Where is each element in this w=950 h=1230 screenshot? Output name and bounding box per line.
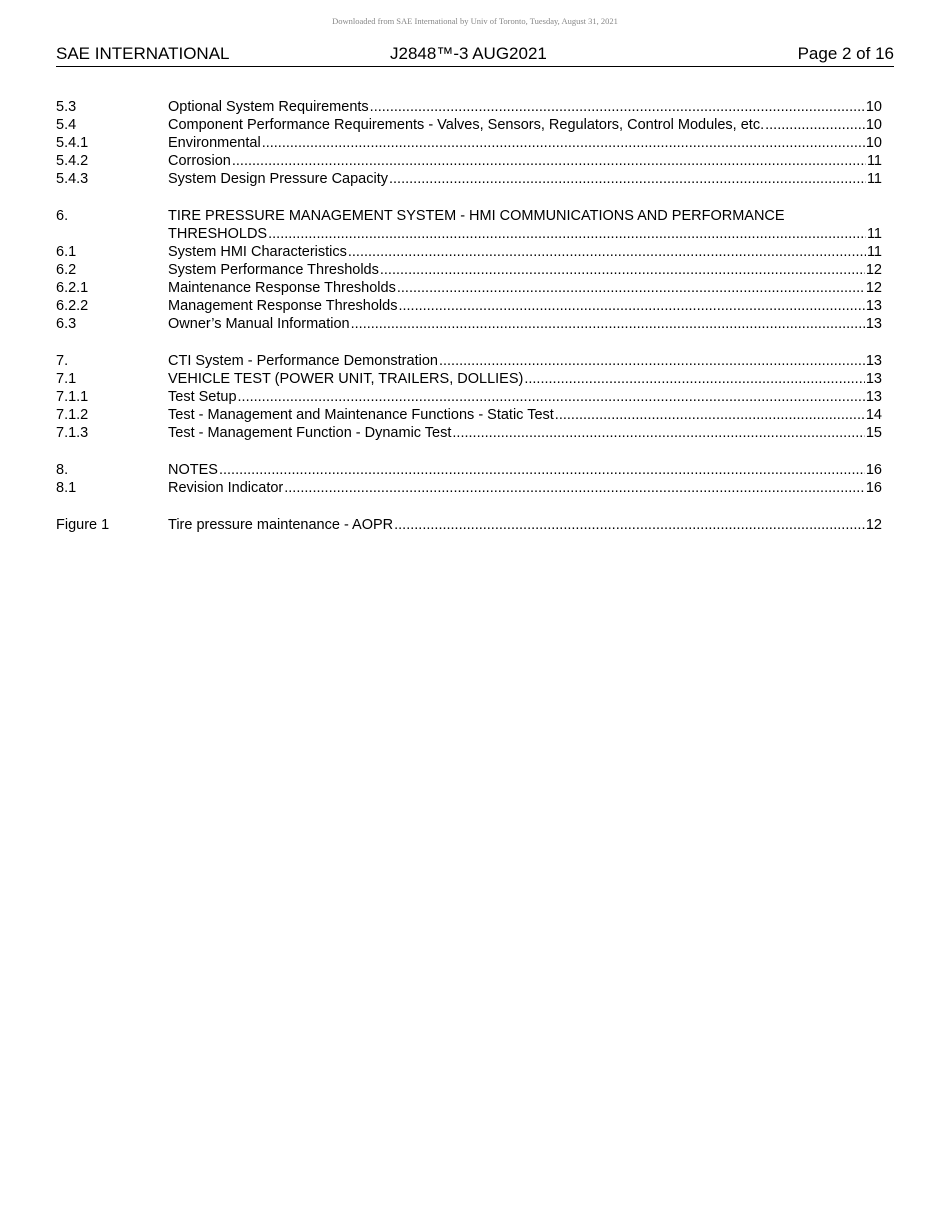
toc-entry-5-3[interactable] bbox=[56, 98, 882, 116]
toc-entry-7-1-2[interactable] bbox=[56, 406, 882, 424]
toc-entry-title: Test - Management and Maintenance Functions - Static Test bbox=[168, 407, 554, 423]
toc-entry-page: 14 bbox=[865, 407, 882, 423]
toc-entry-6-2-2[interactable] bbox=[56, 297, 882, 315]
dot-leader bbox=[262, 134, 865, 152]
toc-entry-title: Maintenance Response Thresholds bbox=[168, 280, 396, 296]
toc-entry-8[interactable] bbox=[56, 461, 882, 479]
section-gap bbox=[56, 333, 882, 352]
dot-leader bbox=[452, 424, 864, 442]
toc-entry-page: 13 bbox=[865, 316, 882, 332]
dot-leader bbox=[765, 116, 865, 134]
toc-entry-5-4-2[interactable] bbox=[56, 152, 882, 170]
dot-leader bbox=[555, 406, 865, 424]
toc-entry-number: 5.3 bbox=[56, 99, 77, 115]
toc-entry-title: Tire pressure maintenance - AOPR bbox=[168, 517, 394, 533]
toc-entry-title: Revision Indicator bbox=[168, 480, 284, 496]
toc-entry-page: 16 bbox=[865, 462, 882, 478]
dot-leader bbox=[238, 388, 865, 406]
dot-leader bbox=[219, 461, 865, 479]
toc-entry-title: Environmental bbox=[168, 135, 261, 151]
toc-entry-number: 7. bbox=[56, 353, 69, 369]
section-gap bbox=[56, 442, 882, 461]
toc-entry-title: System HMI Characteristics bbox=[168, 244, 347, 260]
toc-entry-number: Figure 1 bbox=[56, 517, 110, 533]
toc-entry-number: 7.1.2 bbox=[56, 407, 89, 423]
toc-entry-page: 11 bbox=[866, 226, 882, 242]
header-page-number: Page 2 of 16 bbox=[797, 44, 894, 63]
toc-entry-page: 13 bbox=[865, 353, 882, 369]
toc-entry-title: Corrosion bbox=[168, 153, 231, 169]
toc-entry-number: 8. bbox=[56, 462, 69, 478]
toc-entry-title: Optional System Requirements bbox=[168, 99, 369, 115]
toc-entry-title-line1: TIRE PRESSURE MANAGEMENT SYSTEM - HMI COMMUNICATIONS AND PERFORMANCE bbox=[168, 208, 785, 224]
toc-entry-page: 16 bbox=[865, 480, 882, 496]
toc-entry-6-1[interactable] bbox=[56, 243, 882, 261]
toc-entry-title: CTI System - Performance Demonstration bbox=[168, 353, 438, 369]
toc-entry-title: Test - Management Function - Dynamic Test bbox=[168, 425, 452, 441]
toc-entry-title: THRESHOLDS bbox=[168, 226, 268, 242]
section-gap bbox=[56, 188, 882, 207]
toc-entry-number: 7.1 bbox=[56, 371, 77, 387]
dot-leader bbox=[389, 170, 866, 188]
dot-leader bbox=[232, 152, 866, 170]
toc-entry-7-1-1[interactable] bbox=[56, 388, 882, 406]
toc-entry-6-2[interactable] bbox=[56, 261, 882, 279]
dot-leader bbox=[284, 479, 865, 497]
toc-entry-number: 5.4.1 bbox=[56, 135, 89, 151]
section-gap bbox=[56, 497, 882, 516]
toc-entry-page: 12 bbox=[865, 262, 882, 278]
toc-entry-6[interactable] bbox=[56, 207, 882, 243]
toc-entry-8-1[interactable] bbox=[56, 479, 882, 497]
toc-entry-7-1-3[interactable] bbox=[56, 424, 882, 442]
toc-entry-page: 10 bbox=[865, 99, 882, 115]
toc-entry-title: Component Performance Requirements - Valves, Sensors, Regulators, Control Modules, etc. bbox=[168, 117, 765, 133]
toc-entry-number: 5.4 bbox=[56, 117, 77, 133]
toc-entry-page: 10 bbox=[865, 135, 882, 151]
toc-entry-title: Management Response Thresholds bbox=[168, 298, 398, 314]
dot-leader bbox=[439, 352, 865, 370]
toc-entry-6-2-1[interactable] bbox=[56, 279, 882, 297]
toc-entry-title: System Performance Thresholds bbox=[168, 262, 379, 278]
dot-leader bbox=[348, 243, 866, 261]
toc-entry-title: System Design Pressure Capacity bbox=[168, 171, 388, 187]
toc-entry-title: Test Setup bbox=[168, 389, 237, 405]
toc-entry-7-1[interactable] bbox=[56, 370, 882, 388]
toc-entry-page: 11 bbox=[866, 244, 882, 260]
table-of-contents bbox=[56, 98, 882, 534]
toc-entry-number: 7.1.3 bbox=[56, 425, 89, 441]
toc-entry-5-4-1[interactable] bbox=[56, 134, 882, 152]
toc-entry-5-4-3[interactable] bbox=[56, 170, 882, 188]
page-header bbox=[56, 44, 894, 67]
toc-entry-page: 12 bbox=[865, 517, 882, 533]
toc-entry-number: 7.1.1 bbox=[56, 389, 89, 405]
toc-entry-number: 6.1 bbox=[56, 244, 77, 260]
toc-entry-5-4[interactable] bbox=[56, 116, 882, 134]
toc-entry-number: 5.4.2 bbox=[56, 153, 89, 169]
dot-leader bbox=[398, 297, 864, 315]
dot-leader bbox=[397, 279, 865, 297]
toc-entry-number: 5.4.3 bbox=[56, 171, 89, 187]
download-watermark: Downloaded from SAE International by Univ of Toronto, Tuesday, August 31, 2021 bbox=[332, 16, 618, 26]
toc-entry-number: 6.3 bbox=[56, 316, 77, 332]
toc-entry-number: 6.2 bbox=[56, 262, 77, 278]
dot-leader bbox=[524, 370, 865, 388]
toc-entry-page: 13 bbox=[865, 389, 882, 405]
toc-entry-page: 13 bbox=[865, 371, 882, 387]
toc-entry-title: Owner’s Manual Information bbox=[168, 316, 350, 332]
dot-leader bbox=[268, 225, 866, 243]
toc-entry-title: VEHICLE TEST (POWER UNIT, TRAILERS, DOLLIES) bbox=[168, 371, 524, 387]
header-document-id: J2848™-3 AUG2021 bbox=[390, 44, 547, 63]
dot-leader bbox=[370, 98, 865, 116]
toc-entry-page: 11 bbox=[866, 171, 882, 187]
toc-entry-page: 12 bbox=[865, 280, 882, 296]
toc-entry-page: 13 bbox=[865, 298, 882, 314]
dot-leader bbox=[394, 516, 865, 534]
toc-entry-6-3[interactable] bbox=[56, 315, 882, 333]
toc-entry-page: 10 bbox=[865, 117, 882, 133]
dot-leader bbox=[351, 315, 865, 333]
toc-entry-page: 15 bbox=[865, 425, 882, 441]
toc-entry-7[interactable] bbox=[56, 352, 882, 370]
toc-entry-figure-1[interactable] bbox=[56, 516, 882, 534]
toc-entry-title: NOTES bbox=[168, 462, 218, 478]
dot-leader bbox=[380, 261, 865, 279]
toc-entry-number: 6.2.2 bbox=[56, 298, 89, 314]
toc-entry-number: 6. bbox=[56, 208, 69, 224]
toc-entry-number: 6.2.1 bbox=[56, 280, 89, 296]
toc-entry-page: 11 bbox=[866, 153, 882, 169]
toc-entry-number: 8.1 bbox=[56, 480, 77, 496]
header-organization: SAE INTERNATIONAL bbox=[56, 44, 230, 63]
